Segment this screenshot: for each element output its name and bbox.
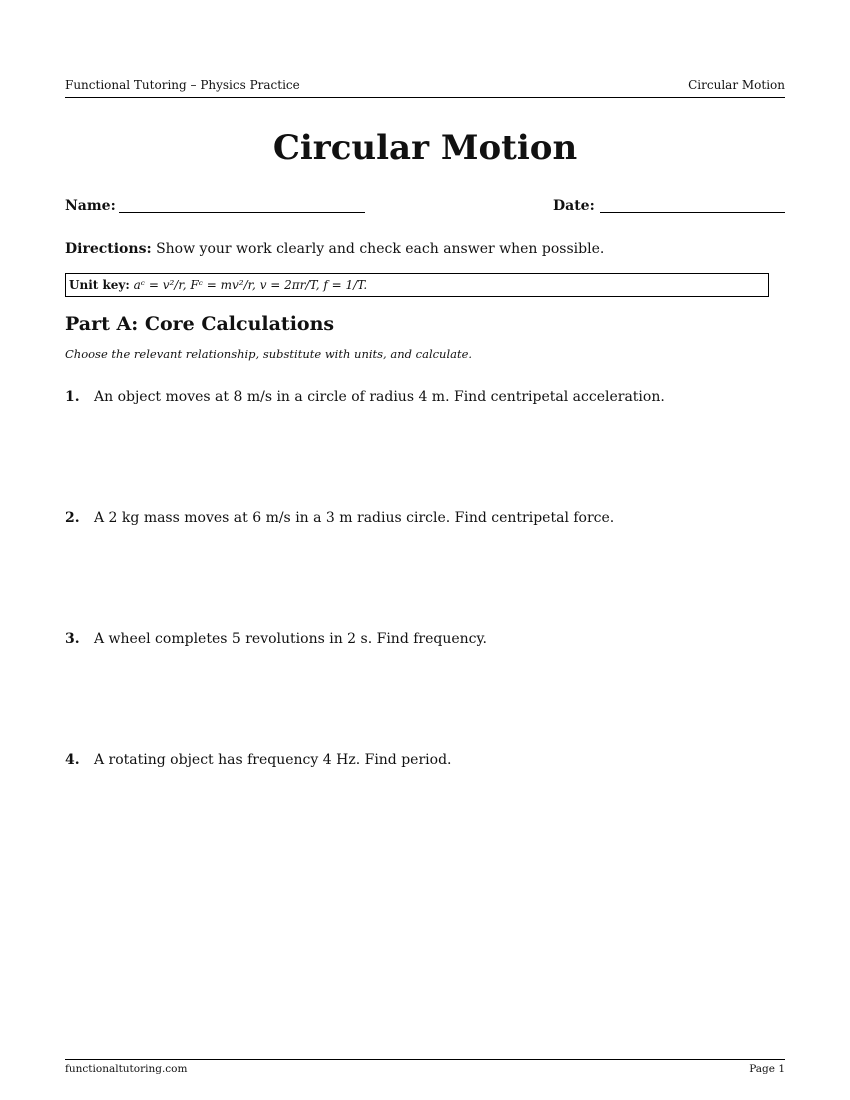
page-title: Circular Motion (272, 128, 578, 168)
name-date-row (65, 198, 785, 218)
page-header (65, 78, 785, 98)
question-text: A rotating object has frequency 4 Hz. Find period. (94, 752, 452, 768)
part-a-subtitle: Choose the relevant relationship, substitute with units, and calculate. (65, 347, 473, 361)
question-number: 3. (65, 631, 80, 647)
question-number: 2. (65, 510, 80, 526)
question-text: A 2 kg mass moves at 6 m/s in a 3 m radius circle. Find centripetal force. (94, 510, 615, 526)
question-text: An object moves at 8 m/s in a circle of radius 4 m. Find centripetal acceleration. (94, 389, 665, 405)
unit-key-box (65, 273, 769, 297)
directions-label: Directions: (65, 241, 152, 257)
directions (65, 241, 785, 257)
header-topic: Circular Motion (688, 78, 785, 92)
footer-website: functionaltutoring.com (65, 1063, 188, 1075)
date-label: Date: (553, 198, 595, 214)
directions-text: Show your work clearly and check each answer when possible. (151, 241, 605, 257)
date-field[interactable] (600, 212, 785, 213)
footer-page-number: Page 1 (749, 1063, 785, 1075)
question-number: 4. (65, 752, 80, 768)
unit-key-formulas: aᶜ = v²/r, Fᶜ = mv²/r, v = 2πr/T, f = 1/T. (129, 278, 368, 292)
page-footer (65, 1059, 785, 1075)
unit-key-label: Unit key: (69, 278, 130, 292)
name-label: Name: (65, 198, 116, 214)
question-number: 1. (65, 389, 80, 405)
question-text: A wheel completes 5 revolutions in 2 s. Find frequency. (94, 631, 488, 647)
header-course: Functional Tutoring – Physics Practice (65, 78, 300, 92)
part-a-title: Part A: Core Calculations (65, 313, 335, 335)
name-field[interactable] (119, 212, 365, 213)
